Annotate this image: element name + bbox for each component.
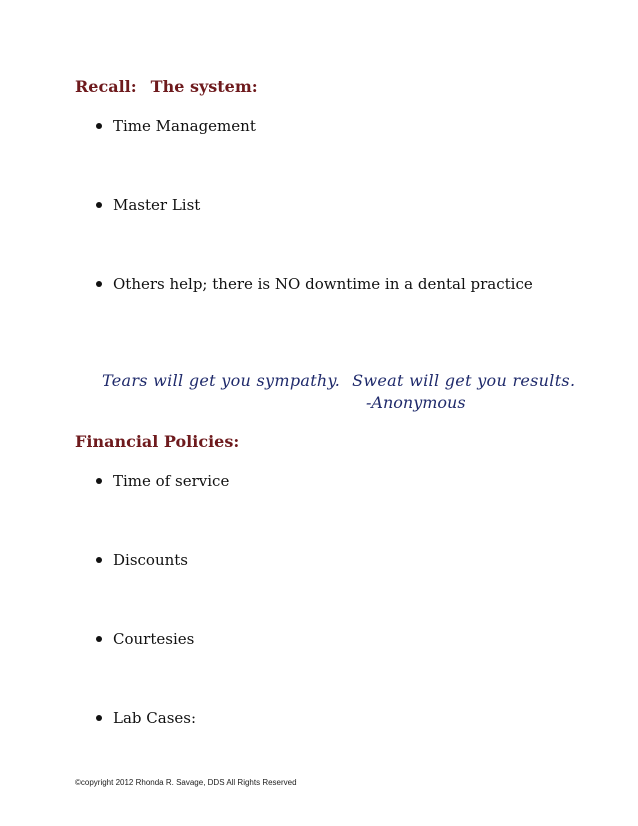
- recall-label: Recall:: [75, 77, 137, 96]
- bullet-icon: [96, 202, 102, 208]
- quote-part-2: Sweat will get you results.: [352, 371, 576, 390]
- recall-heading: [75, 77, 258, 96]
- recall-item-label: Master List: [113, 196, 201, 214]
- quote-attribution: -Anonymous: [366, 393, 466, 412]
- bullet-icon: [96, 281, 102, 287]
- bullet-icon: [96, 478, 102, 484]
- financial-list-item: [96, 630, 194, 648]
- quote-line: [102, 371, 575, 390]
- bullet-icon: [96, 123, 102, 129]
- financial-item-label: Discounts: [113, 551, 188, 569]
- financial-item-label: Courtesies: [113, 630, 195, 648]
- financial-item-label: Time of service: [113, 472, 230, 490]
- financial-policies-heading: Financial Policies:: [75, 432, 240, 451]
- financial-list-item: [96, 472, 229, 490]
- system-subtitle: The system:: [150, 77, 258, 96]
- recall-list-item: [96, 196, 200, 214]
- bullet-icon: [96, 636, 102, 642]
- recall-list-item: [96, 117, 256, 135]
- recall-item-label: Others help; there is NO downtime in a dental practice: [113, 275, 533, 293]
- copyright-footer: ©copyright 2012 Rhonda R. Savage, DDS All Rights Reserved: [75, 778, 297, 787]
- recall-item-label: Time Management: [113, 117, 256, 135]
- financial-list-item: [96, 709, 196, 727]
- financial-item-label: Lab Cases:: [113, 709, 197, 727]
- bullet-icon: [96, 557, 102, 563]
- bullet-icon: [96, 715, 102, 721]
- quote-part-1: Tears will get you sympathy.: [102, 371, 341, 390]
- recall-list-item: [96, 275, 533, 293]
- financial-list-item: [96, 551, 188, 569]
